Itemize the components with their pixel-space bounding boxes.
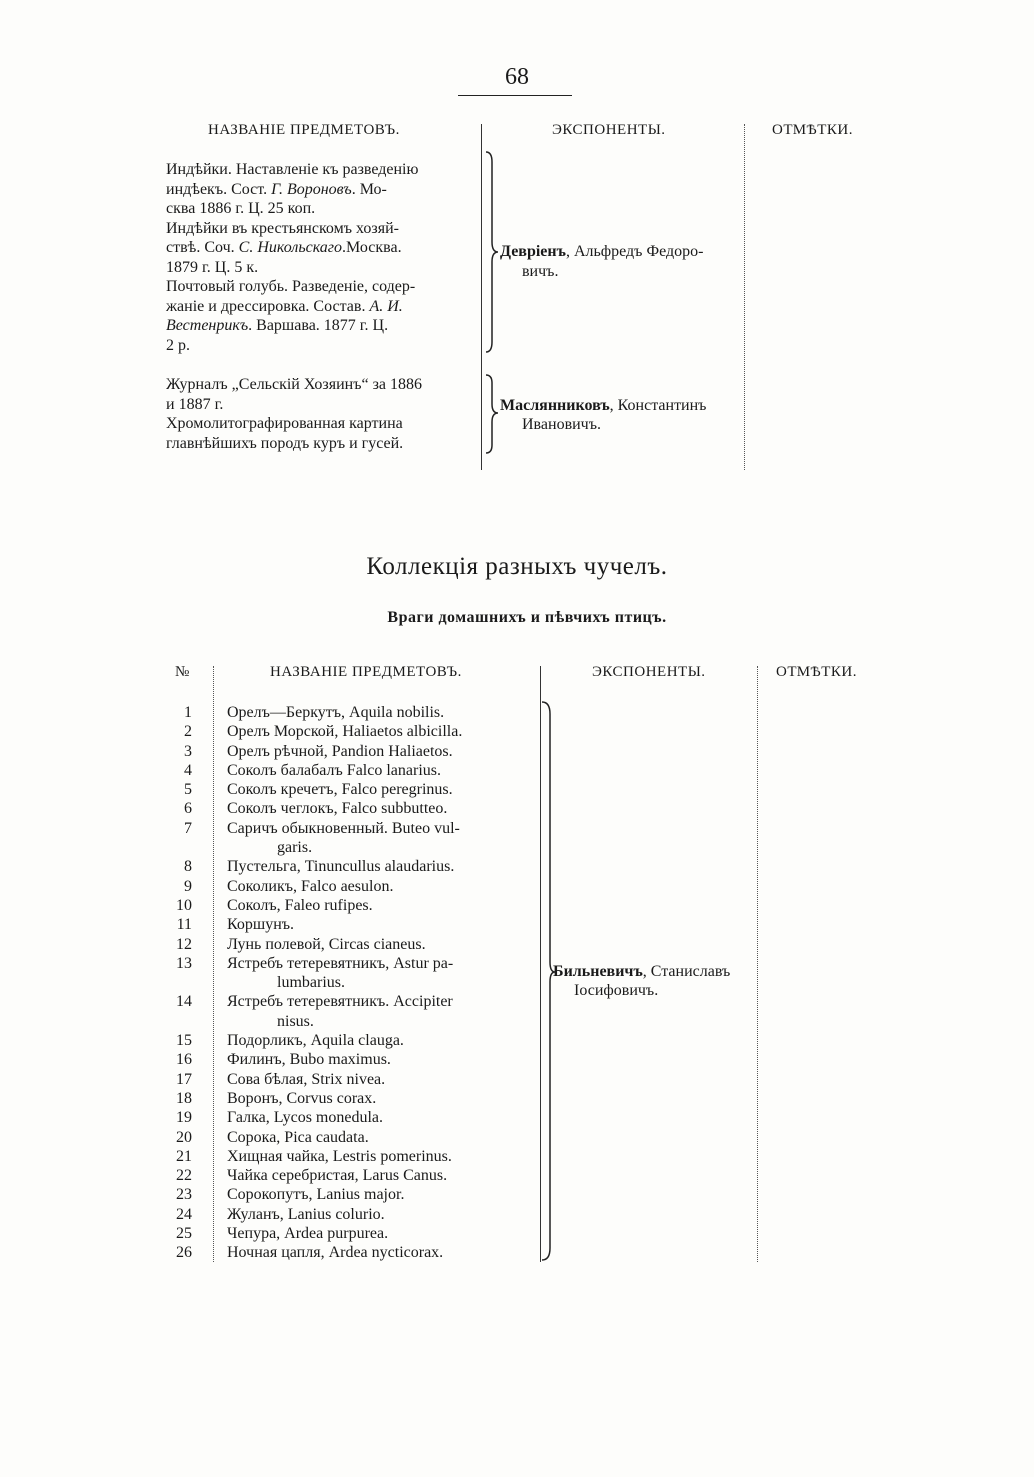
item-line: Хромолитографированная картина xyxy=(166,415,403,432)
table-row: 9 Соколикъ, Falco aesulon. xyxy=(184,877,394,895)
page-number-rule xyxy=(458,95,572,96)
group1-exponent-line2: вичъ. xyxy=(522,263,559,280)
table-row: 6 Соколъ чеглокъ, Falco subbutteo. xyxy=(184,800,448,818)
section-title: Коллекція разныхъ чучелъ. xyxy=(366,553,668,580)
table-row: 16 Филинъ, Bubo maximus. xyxy=(176,1051,391,1069)
table-row: 18 Воронъ, Corvus corax. xyxy=(176,1089,377,1107)
table2-exponent-line2: Іосифовичъ. xyxy=(574,982,659,999)
table-row-continuation: lumbarius. xyxy=(277,974,345,992)
table2-column-rule-exponents xyxy=(757,666,758,1262)
table-row: 17 Сова бѣлая, Strix nivea. xyxy=(176,1070,386,1088)
group1-brace xyxy=(482,150,500,355)
item-line: ствѣ. Соч. С. Никольскаго.Москва. xyxy=(166,239,402,256)
table2-exponent: Бильневичъ, Станиславъ xyxy=(553,963,731,980)
table-row-continuation: garis. xyxy=(277,839,313,857)
table1-header-notes: ОТМѢТКИ. xyxy=(772,122,853,138)
item-line: Журналъ „Сельскій Хозяинъ“ за 1886 xyxy=(166,376,422,393)
table2-header-notes: ОТМѢТКИ. xyxy=(776,664,857,680)
item-line: Вестенрикъ. Варшава. 1877 г. Ц. xyxy=(166,317,389,334)
group1-exponent: Девріенъ, Альфредъ Федоро- xyxy=(500,243,704,260)
table-row-continuation: nisus. xyxy=(277,1012,314,1030)
table-row: 1 Орелъ—Беркутъ, Aquila nobilis. xyxy=(184,704,445,721)
page-number: 68 xyxy=(505,64,529,90)
item-line: индѣекъ. Сост. Г. Вороновъ. Мо- xyxy=(166,180,387,198)
table2-header-name: НАЗВАНІЕ ПРЕДМЕТОВЪ. xyxy=(270,664,462,680)
table-row: 15 Подорликъ, Aquila clauga. xyxy=(176,1032,404,1050)
table-row: 11 Коршунъ. xyxy=(176,916,295,934)
item-line: 2 р. xyxy=(166,336,190,354)
table-row: 7 Саричъ обыкновенный. Buteo vul- xyxy=(184,819,460,837)
item-line: Индѣйки въ крестьянскомъ хозяй- xyxy=(166,219,399,237)
table-row: 23 Сорокопутъ, Lanius major. xyxy=(176,1186,405,1204)
table-row: 8 Пустельга, Tinuncullus alaudarius. xyxy=(184,858,455,876)
table-row: 20 Сорока, Pica caudata. xyxy=(176,1128,369,1146)
group2-exponent: Маслянниковъ, Константинъ xyxy=(500,397,707,414)
table-row: 13 Ястребъ тетеревятникъ, Astur pa- xyxy=(176,954,454,972)
table1-group1-items xyxy=(166,160,418,355)
table1-header-name: НАЗВАНІЕ ПРЕДМЕТОВЪ. xyxy=(208,122,400,138)
table-row: 12 Лунь полевой, Circas cianeus. xyxy=(176,935,426,953)
table-row: 2 Орелъ Морской, Haliaetos albicilla. xyxy=(184,723,463,741)
table-row: 5 Соколъ кречетъ, Falco peregrinus. xyxy=(184,781,453,799)
table-row: 14 Ястребъ тетеревятникъ. Accipiter xyxy=(176,993,453,1011)
table-row: 19 Галка, Lycos monedula. xyxy=(176,1109,384,1127)
item-line: жаніе и дрессировка. Состав. А. И. xyxy=(166,297,403,315)
table-row: 25 Чепура, Ardea purpurea. xyxy=(176,1225,389,1243)
group2-exponent-line2: Ивановичъ. xyxy=(522,416,601,433)
table2-header-exponents: ЭКСПОНЕНТЫ. xyxy=(592,664,706,680)
table-row: 26 Ночная цапля, Ardea nycticorax. xyxy=(176,1244,444,1262)
item-line: и 1887 г. xyxy=(166,395,224,413)
group2-brace xyxy=(482,373,500,455)
item-line: 1879 г. Ц. 5 к. xyxy=(166,258,259,276)
item-line: сква 1886 г. Ц. 25 коп. xyxy=(166,200,316,217)
table2-header-num: № xyxy=(175,664,190,680)
table-row: 10 Соколъ, Faleo rufipes. xyxy=(176,896,373,914)
table-row: 3 Орелъ рѣчной, Pandion Haliaetos. xyxy=(184,742,453,760)
section-subtitle: Враги домашнихъ и пѣвчихъ птицъ. xyxy=(387,609,667,626)
item-line: Индѣйки. Наставленіе къ разведенію xyxy=(166,161,419,178)
item-line: главнѣйшихъ породъ куръ и гусей. xyxy=(166,434,404,452)
table2-rows xyxy=(160,703,560,1263)
item-line: Почтовый голубь. Разведеніе, содер- xyxy=(166,278,416,295)
table-row: 4 Соколъ балабалъ Falco lanarius. xyxy=(184,761,441,779)
table1-group2-items xyxy=(166,375,422,453)
table1-header-exponents: ЭКСПОНЕНТЫ. xyxy=(552,122,666,138)
table-row: 22 Чайка серебристая, Larus Canus. xyxy=(176,1167,448,1185)
table-row: 24 Жуланъ, Lanius colurio. xyxy=(176,1205,385,1223)
table-row: 21 Хищная чайка, Lestris pomerinus. xyxy=(176,1147,452,1165)
table1-column-rule-2 xyxy=(744,124,745,470)
